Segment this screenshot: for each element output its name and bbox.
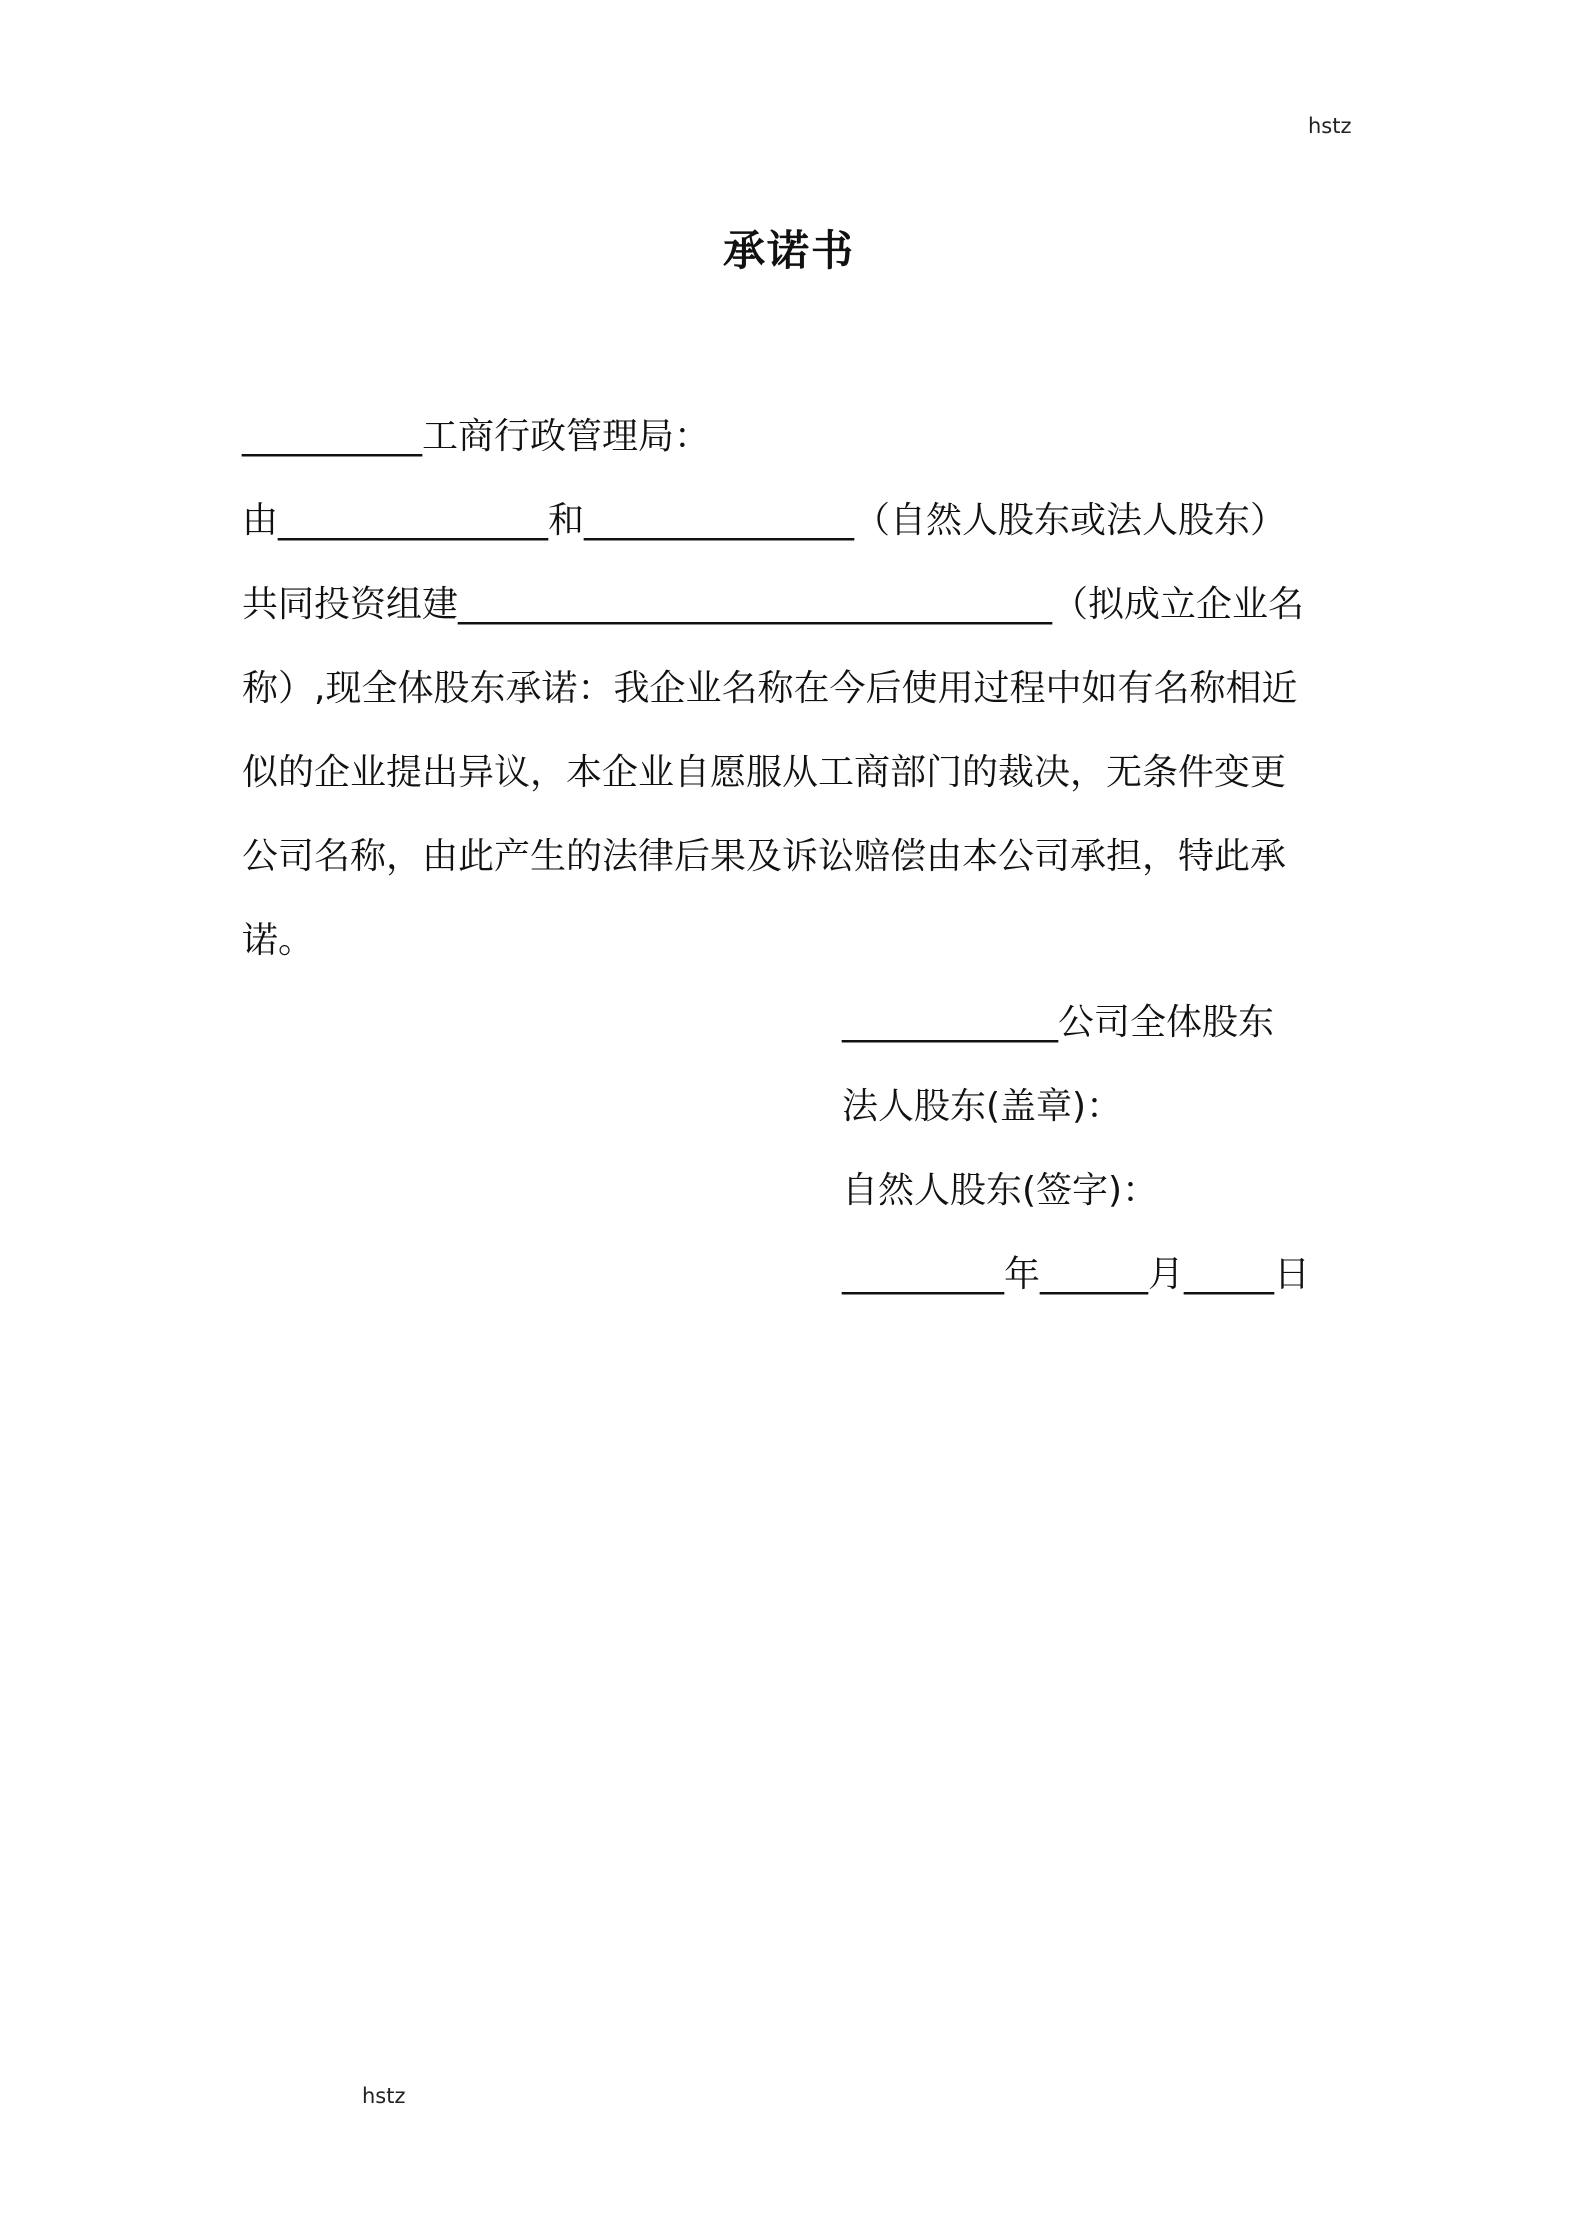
paragraph-line-3: 称）,现全体股东承诺：我企业名称在今后使用过程中如有名称相近	[242, 668, 1298, 709]
paragraph-line1-a: 由	[242, 500, 279, 541]
signature-company-text: 公司全体股东	[1058, 1002, 1275, 1043]
paragraph-line-1	[242, 496, 1286, 546]
date-year-blank: _________	[842, 1254, 1004, 1295]
paragraph-line-5: 公司名称，由此产生的法律后果及诉讼赔偿由本公司承担，特此承	[242, 836, 1287, 877]
footer-mark: hstz	[362, 2084, 406, 2108]
paragraph-line2-b: （拟成立企业名	[1052, 584, 1305, 625]
shareholder-blank-1: _______________	[278, 500, 549, 541]
addressee-blank: __________	[242, 416, 422, 457]
header-mark: hstz	[1308, 114, 1352, 138]
date-day-blank: _____	[1184, 1254, 1275, 1295]
date-month-label: 月	[1148, 1254, 1185, 1295]
paragraph-line-2	[242, 580, 1304, 630]
signature-company-line	[842, 998, 1274, 1048]
company-name-blank: _________________________________	[458, 584, 1053, 625]
paragraph-line-4: 似的企业提出异议，本企业自愿服从工商部门的裁决，无条件变更	[242, 752, 1287, 793]
date-month-blank: ______	[1040, 1254, 1149, 1295]
natural-person-signature-line: 自然人股东(签字)：	[842, 1170, 1159, 1211]
paragraph-line1-b: 和	[548, 500, 585, 541]
paragraph-line2-a: 共同投资组建	[242, 584, 459, 625]
addressee-line	[242, 412, 710, 462]
paragraph-line-6: 诺。	[242, 920, 315, 961]
document-title: 承诺书	[722, 226, 855, 275]
date-day-label: 日	[1274, 1254, 1311, 1295]
paragraph-line1-c: （自然人股东或法人股东）	[854, 500, 1287, 541]
date-year-label: 年	[1004, 1254, 1041, 1295]
company-blank: ____________	[842, 1002, 1058, 1043]
date-line	[842, 1250, 1310, 1300]
legal-person-seal-line: 法人股东(盖章)：	[842, 1086, 1123, 1127]
shareholder-blank-2: _______________	[584, 500, 855, 541]
addressee-text: 工商行政管理局：	[422, 416, 711, 457]
